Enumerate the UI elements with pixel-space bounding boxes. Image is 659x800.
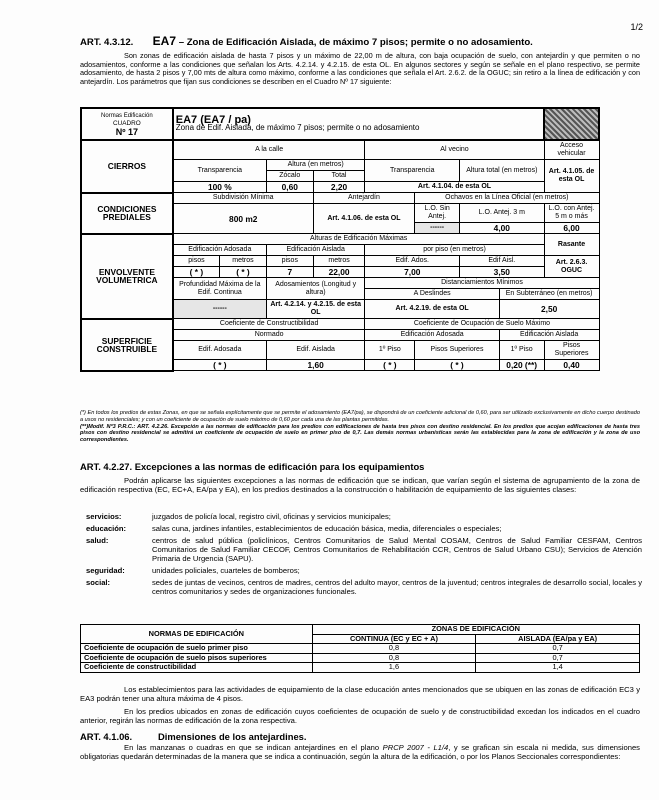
footnote-2: (**)Modif. Nº3 P.R.C.: ART. 4.2.26. Excepción a las normas de edificación para los predios con edificaciones de hasta tres pisos con destino residencial. En los predios que acojan edificaciones de hasta tres pisos con destino residencial se admitirá un coeficiente de ocupación de suelo en primer piso de 0,7. Las demás normas urbanísticas serán las establecidas para la zona de edificación y la zona de uso correspondientes. [80,423,640,444]
list-item: social: sedes de juntas de vecinos, centros de madres, centros del adulto mayor, centros de la juventud; centros integrales de desarrollo social, locales y centros comunitarios y sedes de organizaciones funcionales. [86,578,642,596]
equipment-classes-list [86,512,642,599]
zone-pattern-swatch [544,108,599,140]
list-item: salud: centros de salud pública (policlínicos, Centros Comunitarios de Salud Mental COSAM, Centros de Salud Familiar CESFAM, Centros Comunitarios de Salud Familiar CECOF, Centros Comunitarios de Rehabilitación CCR, Centros de Salud Urbano CSU); Servicios de Atención Primaria de Urgencia (SAPU). [86,536,642,563]
zone-code: EA7 [152,34,177,48]
article-number: ART. 4.3.12. [80,37,134,48]
section-title-4-1-06: ART. 4.1.06. Dimensiones de los antejardines. [80,731,307,742]
row-label-superficie: SUPERFICIE CONSTRUIBLE [81,319,173,371]
list-item: servicios: juzgados de policía local, registro civil, oficinas y servicios municipales; [86,512,391,521]
footnote-1: (*) En todos los predios de estas Zonas, en que se señala explícitamente que se permite el adosamiento (EA7/pa), se dispondrá de un coeficiente adicional de 0,60, para ser utilizado exclusivamente en dicho cuerpo destinado a usos no residenciales; y con un coeficiente de ocupación de suelo máximo de 0,60 por cada una de las plantas permitidas. [80,410,640,423]
table-title-cell: Normas Edificación CUADRO Nº 17 [81,108,173,140]
article-header [80,34,640,48]
row-label-prediales: CONDICIONES PREDIALES [81,193,173,234]
paragraph-exceed-coefficients: En los predios ubicados en zonas de edificación cuyos coeficientes de ocupación de suelo y de constructibilidad excedan los indicados en el cuadro anterior, regirán las normas de edificación de la zona respectiva. [80,707,640,725]
table-footnotes [80,410,640,444]
section-4-1-06-paragraph: En las manzanas o cuadras en que se indican antejardines en el plano PRCP 2007 - L1/4, y se grafican sin escala ni medida, sus dimensiones obligatorias quedarán determinadas de la manera que se indica a continuación, según la altura de la edificación, o por los Planos Seccionales correspondientes: [80,743,640,761]
article-title: – Zona de Edificación Aislada, de máximo 7 pisos; permite o no adosamiento. [178,37,533,48]
table-row: Coeficiente de ocupación de suelo primer piso 0,8 0,7 [81,644,640,654]
row-label-envolvente: ENVOLVENTE VOLUMETRICA [81,234,173,319]
list-item: seguridad: unidades policiales, cuarteles de bomberos; [86,566,300,575]
table-row: Coeficiente de ocupación de suelo pisos superiores 0,8 0,7 [81,653,640,663]
norms-table-17: Normas Edificación CUADRO Nº 17 EA7 (EA7 / pa) Zona de Edif. Aislada, de máximo 7 pisos; permite o no adosamiento CIERROS A la calle Al vecino Acceso vehicular Transparencia Altura (en metros) Transparencia Altura total (en metros) Art. 4.1.05. de esta OL Zócalo Total 100 % 0,60 2,20 Art. 4.1.04. de esta OL CONDICIONES PREDIALES Subdivisión Mínima Antejardín Ochavos en la Línea Oficial (en metros) 800 m2 Art. 4.1.06. de esta OL L.O. Sin Antej. L.O. Antej. 3 m L.O. con Antej. 5 m o más ------ 4,00 6,00 ENVOLVENTE VOLUMETRICA Alturas de Edificación Máximas Rasante Edificación Adosada Edificación Aislada por piso (en metros) pisos metros pisos metros Edif. Ados. Edif Aisl. Art. 2.6.3. OGUC ( * ) ( * ) 7 22,00 7,00 3,50 Profundidad Máxima de la Edif. Continua Adosamientos (Longitud y altura) Distanciamientos Mínimos A Deslindes En Subterráneo (en metros) ------ Art. 4.2.14. y 4.2.15. de esta OL Art. 4.2.19. de esta OL 2,50 SUPERFICIE CONSTRUIBLE Coeficiente de Constructibilidad Coeficiente de Ocupación de Suelo Máximo Normado Edificación Adosada Edificación Aislada Edif. Adosada Edif. Aislada 1º Piso Pisos Superiores 1º Piso Pisos Superiores ( * ) 1,60 ( * ) ( * ) 0,20 (**) 0,40 [80,107,600,372]
list-item: educación: salas cuna, jardines infantiles, establecimientos de educación básica, media, diferenciales o especiales; [86,524,502,533]
table-row: Coeficiente de constructibilidad 1,6 1,4 [81,663,640,673]
intro-paragraph: Son zonas de edificación aislada de hasta 7 pisos y un máximo de 22,00 m de altura, con baja ocupación de suelo, con antejardín y que permiten o no adosamientos, conforme a las condiciones que señalan los Arts. 4.2.14. y 4.2.15. de esta OL. En algunos sectores y según se señale en el plano respectivo, se permite adosamiento, de hasta 2 pisos y 7,00 mts de altura como máximo, conforme a las condiciones que señala el Art. 2.6.2. de la OGUC; sin retiro a la línea de edificación y con antejardín. Los parámetros que fijan sus condiciones se describen en el Cuadro Nº 17 siguiente: [80,51,640,86]
paragraph-education-height: Los establecimientos para las actividades de equipamiento de la clase educación antes mencionados que se ubiquen en las zonas de edificación EC3 y EA3 podrán tener una altura máxima de 4 pisos. [80,685,640,703]
section-4-2-27-intro: Podrán aplicarse las siguientes excepciones a las normas de edificación que se indican, que varían según el sistema de agrupamiento de la zona de edificación respectiva (EC, EC+A, EA/pa y EA), en los predios destinados a la construcción o habilitación de equipamiento de las siguientes clases: [80,476,640,494]
equipment-norms-table: NORMAS DE EDIFICACIÓN ZONAS DE EDIFICACIÓN CONTINUA (EC y EC + A) AISLADA (EA/pa y EA) Coeficiente de ocupación de suelo primer piso 0,8 0,7 Coeficiente de ocupación de suelo pisos superiores 0,8 0,7 Coeficiente de constructibilidad 1,6 1,4 [80,624,640,673]
section-title-4-2-27: ART. 4.2.27. Excepciones a las normas de edificación para los equipamientos [80,461,425,472]
page-number: 1/2 [630,22,643,32]
row-label-cierros: CIERROS [81,140,173,193]
zone-description-cell: EA7 (EA7 / pa) Zona de Edif. Aislada, de máximo 7 pisos; permite o no adosamiento [173,108,544,140]
